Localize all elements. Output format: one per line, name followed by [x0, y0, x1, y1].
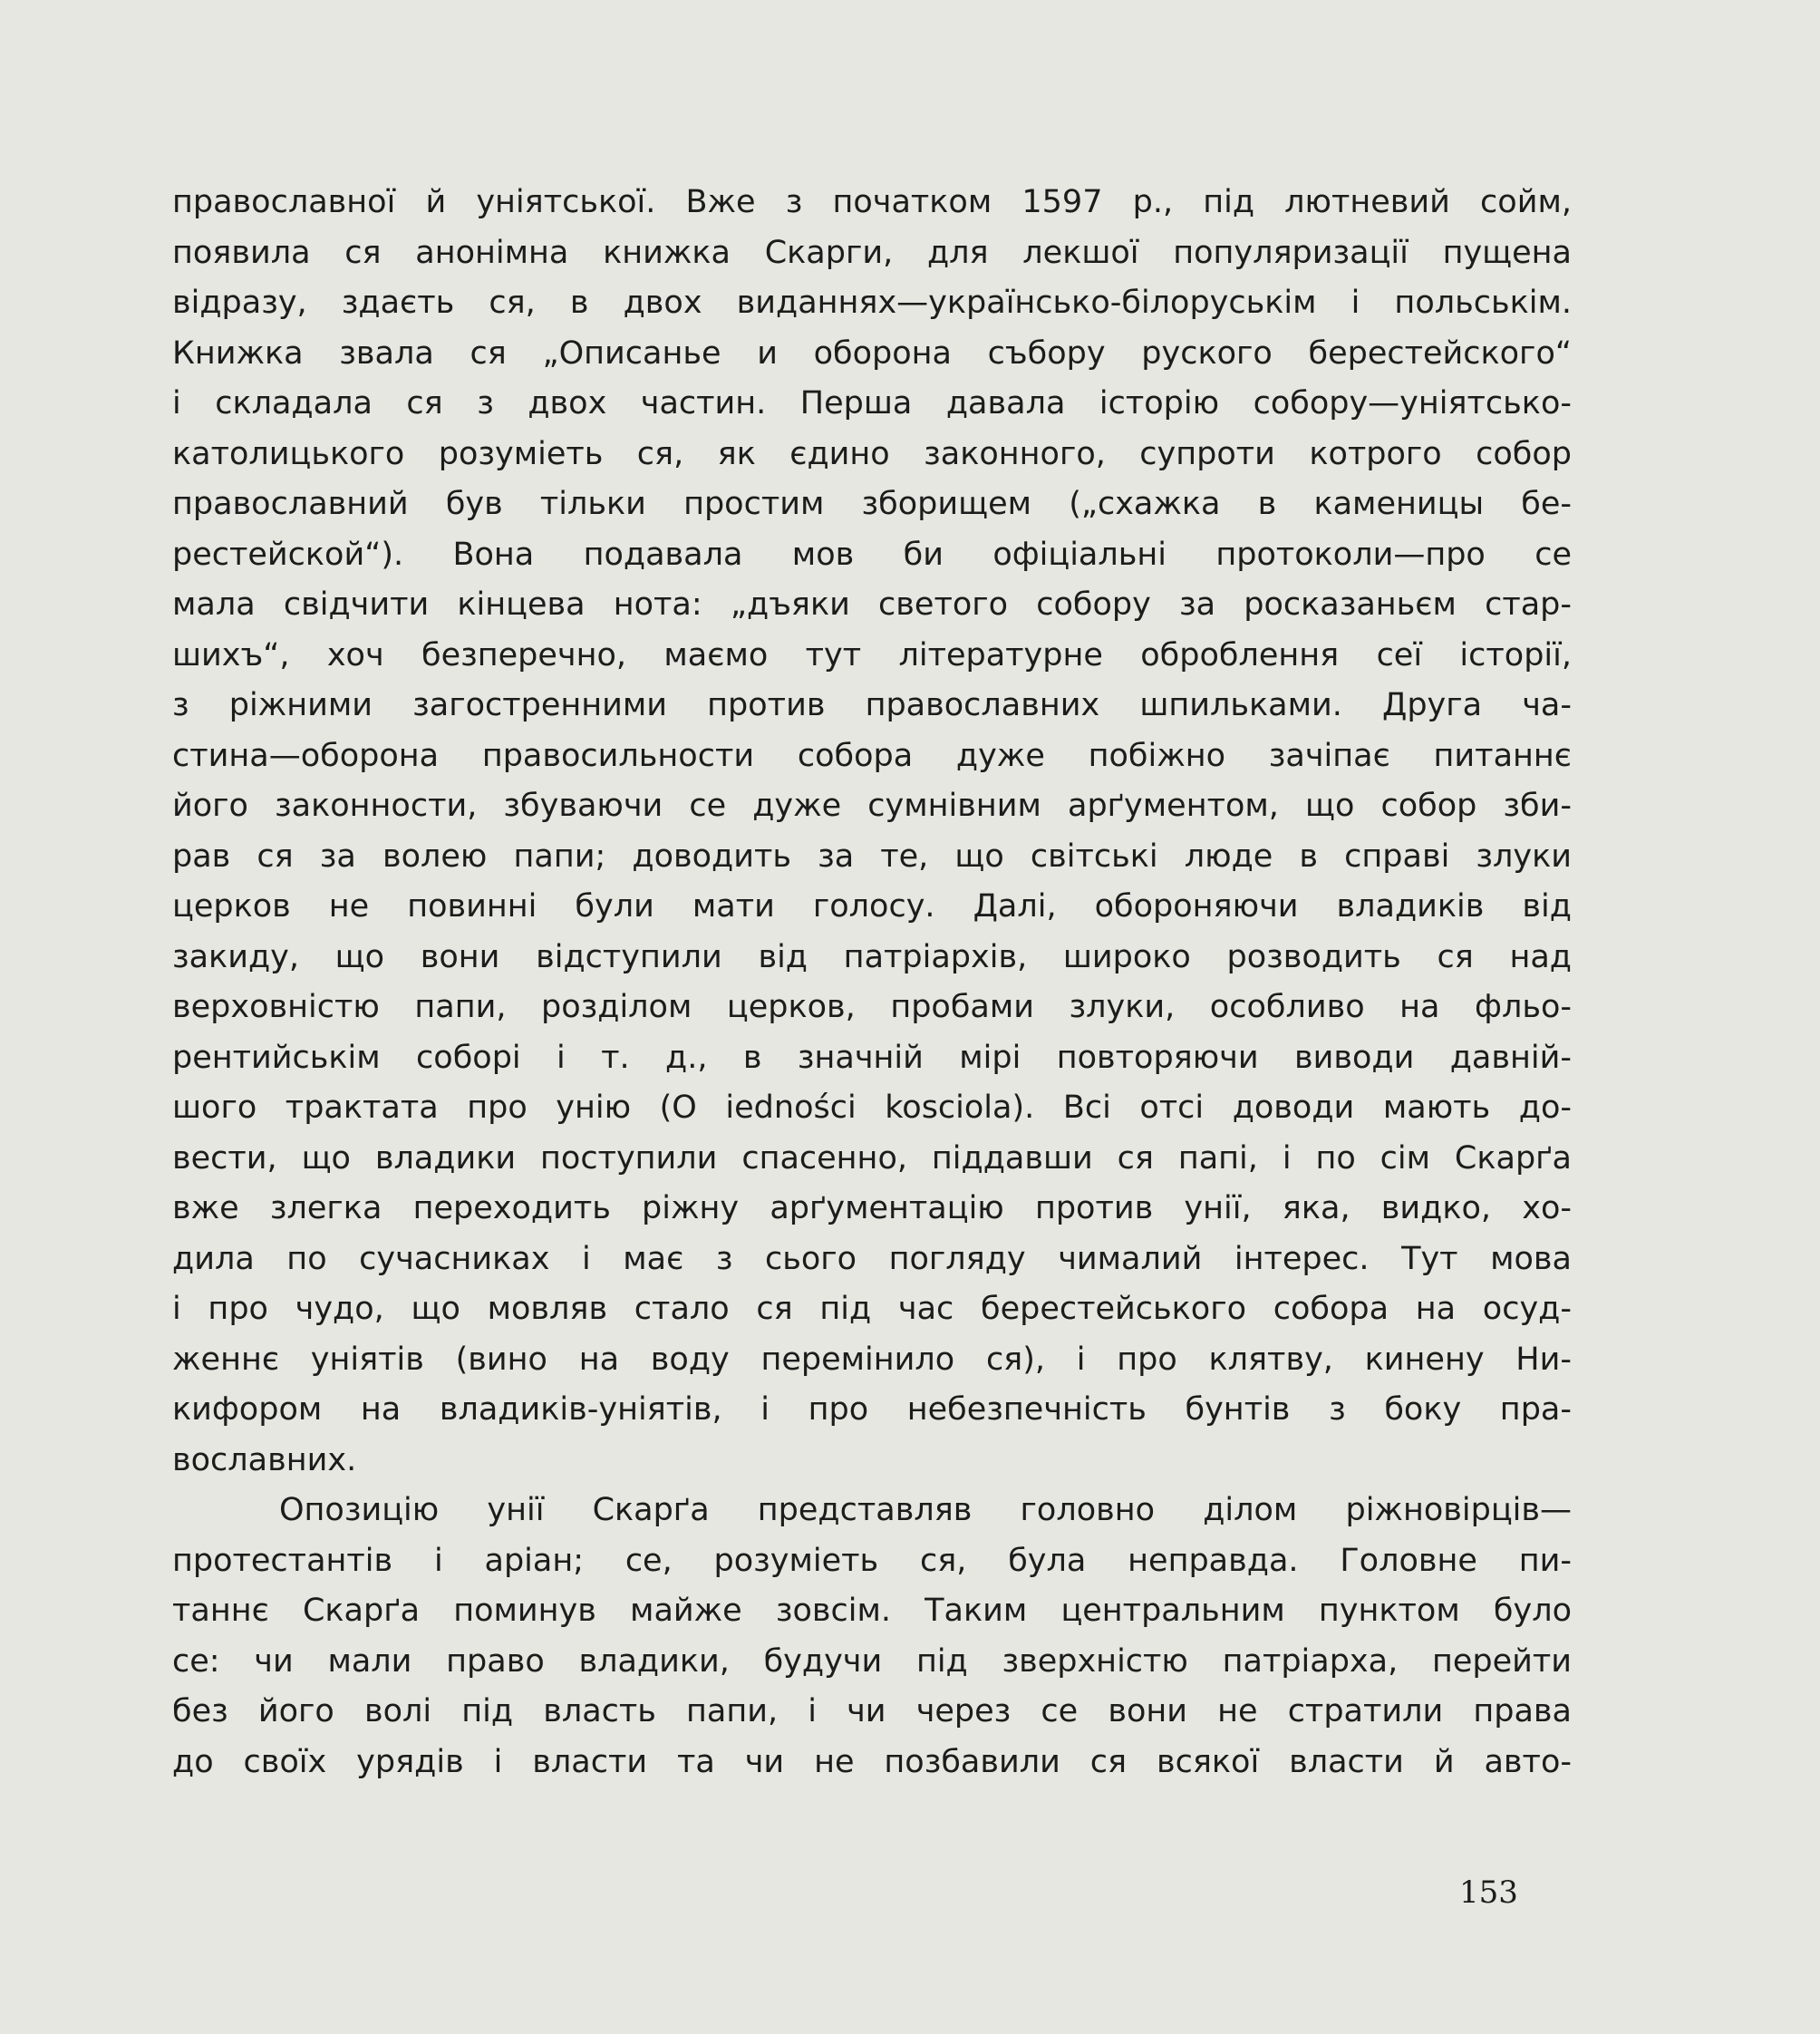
text-line: шихъ“, хоч безперечно, маємо тут літературне оброблення сеї історії,	[172, 636, 1572, 673]
text-line: стина—оборона правосильности собора дуже побіжно зачіпає питаннє	[172, 737, 1572, 774]
text-line: його законности, збуваючи се дуже сумнівним арґументом, що собор зби-	[172, 788, 1572, 824]
text-line: церков не повинні були мати голосу. Далі, обороняючи владиків від	[172, 888, 1572, 925]
text-line: рестейской“). Вона подавала мов би офіціальні протоколи—про се	[172, 536, 1572, 573]
text-line: православної й уніятської. Вже з початком 1597 р., під лютневий сойм,	[172, 184, 1572, 220]
text-line: відразу, здаєть ся, в двох виданнях—українсько-білоруськім і польськім.	[172, 285, 1572, 321]
text-line: протестантів і аріан; се, розуміеть ся, була неправда. Головне пи-	[172, 1542, 1572, 1579]
text-line: верховністю папи, розділом церков, пробами злуки, особливо на фльо-	[172, 989, 1572, 1025]
text-line: вже злегка переходить ріжну арґументацію против унії, яка, видко, хо-	[172, 1190, 1572, 1226]
text-line: женнє уніятів (вино на воду перемінило ся), і про клятву, кинену Ни-	[172, 1341, 1572, 1378]
text-line: вославних.	[172, 1441, 357, 1478]
text-line: вести, що владики поступили спасенно, піддавши ся папі, і по сім Скарґа	[172, 1139, 1572, 1177]
text-line: рентийськім соборі і т. д., в значній мірі повторяючи виводи давній-	[172, 1039, 1572, 1076]
text-line: мала свідчити кінцева нота: „дъяки светого собору за росказаньєм стар-	[172, 586, 1572, 623]
text-line: появила ся анонімна книжка Скарги, для лекшої популяризації пущена	[172, 234, 1572, 271]
text-line: Книжка звала ся „Описанье и оборона събору руского берестейского“	[172, 334, 1572, 372]
body-text	[172, 178, 1572, 1787]
text-line: шого трактата про унію (O iedności kosciola). Всі отсі доводи мають до-	[172, 1090, 1572, 1126]
text-line: таннє Скарґа поминув майже зовсім. Таким центральним пунктом було	[172, 1593, 1572, 1629]
text-line: до своїх урядів і власти та чи не позбавили ся всякої власти й авто-	[172, 1743, 1572, 1780]
text-line: і про чудо, що мовляв стало ся під час берестейського собора на осуд-	[172, 1291, 1572, 1327]
page-number: 153	[1459, 1874, 1518, 1911]
paragraph-2	[172, 1486, 1572, 1787]
text-line: рав ся за волею папи; доводить за те, що світські люде в справі злуки	[172, 838, 1572, 875]
text-line: з ріжними загостренними против православних шпильками. Друга ча-	[172, 687, 1572, 723]
text-line: католицького розуміеть ся, як єдино законного, супроти котрого собор	[172, 435, 1572, 472]
text-line: без його волі під власть папи, і чи через се вони не стратили права	[172, 1693, 1572, 1729]
text-line: закиду, що вони відступили від патріархів, широко розводить ся над	[172, 938, 1572, 975]
text-line: кифором на владиків-уніятів, і про небезпечність бунтів з боку пра-	[172, 1391, 1572, 1428]
text-line: дила по сучасниках і має з сього погляду чималий інтерес. Тут мова	[172, 1240, 1572, 1277]
text-line: православний був тільки простим зборищем („схажка в каменицы бе-	[172, 486, 1572, 522]
paragraph-1	[172, 178, 1572, 1486]
text-line: се: чи мали право владики, будучи під зверхністю патріарха, перейти	[172, 1642, 1572, 1680]
text-line: Опозицію унії Скарґа представляв головно ділом ріжновірців—	[279, 1492, 1572, 1528]
text-line: і складала ся з двох частин. Перша давала історію собору—уніятсько-	[172, 385, 1572, 421]
